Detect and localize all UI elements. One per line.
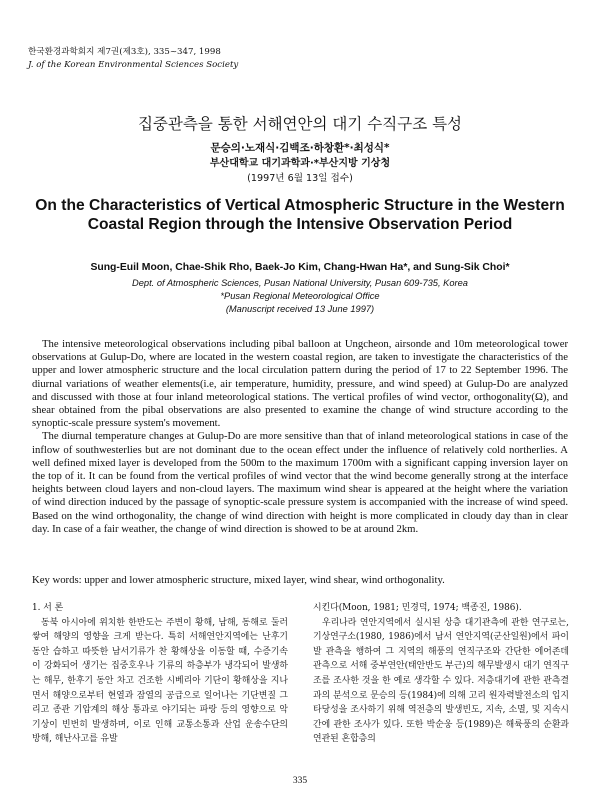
abstract-paragraph-2: The diurnal temperature changes at Gulup-Do are more sensitive than that of inland meteorological stations in case of the inflow of southwesterlies but are not dominant due to the ocean effect under the influence of relatively cold northerlies. A well defined mixed layer is developed from the 500m to the maximum 1700m with a significant capping inversion layer on the top of it. It can be found from the vertical profiles of wind vector that the wind become generally strong at the interface heights between cloud layers and non-cloud layers. The maximum wind shear is appeared at the height where the variation of wind direction induced by the passage of synoptic-scale pressure system is accompanied with the increase of wind speed. Based on the wind orthogonality, the change of wind direction with height is more complicated in cloudy day than in clear day. In case of a fair weather, the change of wind direction is showed to be at around 2km. [32,430,568,535]
affiliation-office: *Pusan Regional Meteorological Office [220,291,380,301]
abstract [32,338,568,536]
english-authors: Sung-Euil Moon, Chae-Shik Rho, Baek-Jo Kim, Chang-Hwan Ha*, and Sung-Sik Choi* [90,262,510,273]
english-title: On the Characteristics of Vertical Atmospheric Structure in the Western Coastal Region through the Intensive Observation Period [35,197,565,233]
korean-received-date: (1997년 6월 13일 접수) [247,173,353,184]
journal-english-line: J. of the Korean Environmental Sciences Society [28,60,239,70]
korean-title: 집중관측을 통한 서해연안의 대기 수직구조 특성 [137,115,463,133]
korean-affiliation: 부산대학교 대기과학과·*부산지방 기상청 [209,158,391,169]
manuscript-received: (Manuscript received 13 June 1997) [225,304,375,314]
body-right-column [313,601,569,747]
keywords: Key words: upper and lower atmospheric structure, mixed layer, wind shear, wind orthogonality. [32,574,445,586]
body-left-column [32,601,288,747]
body-paragraph: 우리나라 연안지역에서 실시된 상층 대기관측에 관한 연구로는, 기상연구소(1980, 1986)에서 남서 연안지역(군산일원)에서 파이발 관측을 행하여 그 지역의 해풍의 연직구조와 간단한 에어존데 관측으로 서해 중부연안(태안반도 부근)의 해무발생시 대기 연직구조를 조사한 것을 한 예로 생각할 수 있다. 저층대기에 관한 관측결과의 분석으로 문승의 등(1984)에 의해 고리 원자력발전소의 입지타당성을 조사하기 위해 역전층의 발생빈도, 지속, 소멸, 및 지속시간에 관한 조사가 있다. 또한 박순웅 등(1989)은 해륙풍의 순환과 연관된 혼합층의 [313,617,569,745]
affiliation-dept: Dept. of Atmospheric Sciences, Pusan National University, Pusan 609-735, Korea [132,278,468,288]
journal-korean-line: 한국환경과학회지 제7권(제3호), 335~347, 1998 [28,47,221,57]
page-number: 335 [292,776,308,786]
korean-authors: 문승의·노재식·김백조·하창환*·최성식* [210,142,390,154]
body-paragraph: 동북 아시아에 위치한 한반도는 주변이 황해, 남해, 동해로 둘러쌓여 해양의 영향을 크게 받는다. 특히 서해연안지역에는 난후기 동안 습하고 따뜻한 남서기류가 찬 황해상을 이동할 때, 수증기속이 강화되어 생기는 집중호우나 기류의 하층부가 냉각되어 발생하는 해무, 한후기 동안 차고 건조한 시베리아 기단이 황해상을 지나면서 해양으로부터 현열과 잠열의 공급으로 일어나는 기단변질 그리고 종관 기압계의 해상 통과로 야기되는 파랑 등의 영향으로 악기상이 빈번히 발생하며, 이로 인해 교통소통과 산업 운송수단의 방해, 해난사고를 유발 [32,617,288,745]
journal-header [28,46,238,72]
body-paragraph-continued: 시킨다(Moon, 1981; 민경덕, 1974; 백종진, 1986). [313,603,522,613]
section-heading-introduction: 1. 서 론 [32,603,64,613]
abstract-paragraph-1: The intensive meteorological observations including pibal balloon at Ungcheon, airsonde and 10m meteorological tower observations at Gulup-Do, where are located in the western coastal region, are taken to investigate the characteristics of the upper and lower atmospheric structure and the local circulation pattern during the period of 17 to 22 September 1996. The diurnal variations of weather elements(i.e, air temperature, humidity, pressure, and wind speed) at Gulup-Do are analyzed and discussed with those at four inland meteorological stations. The vertical profiles of wind vector, orthogonality(Ω), and shear obtained from the pibal observations are also presented to examine the change of wind structure according to the synoptic-scale pressure system's movement. [32,338,568,430]
